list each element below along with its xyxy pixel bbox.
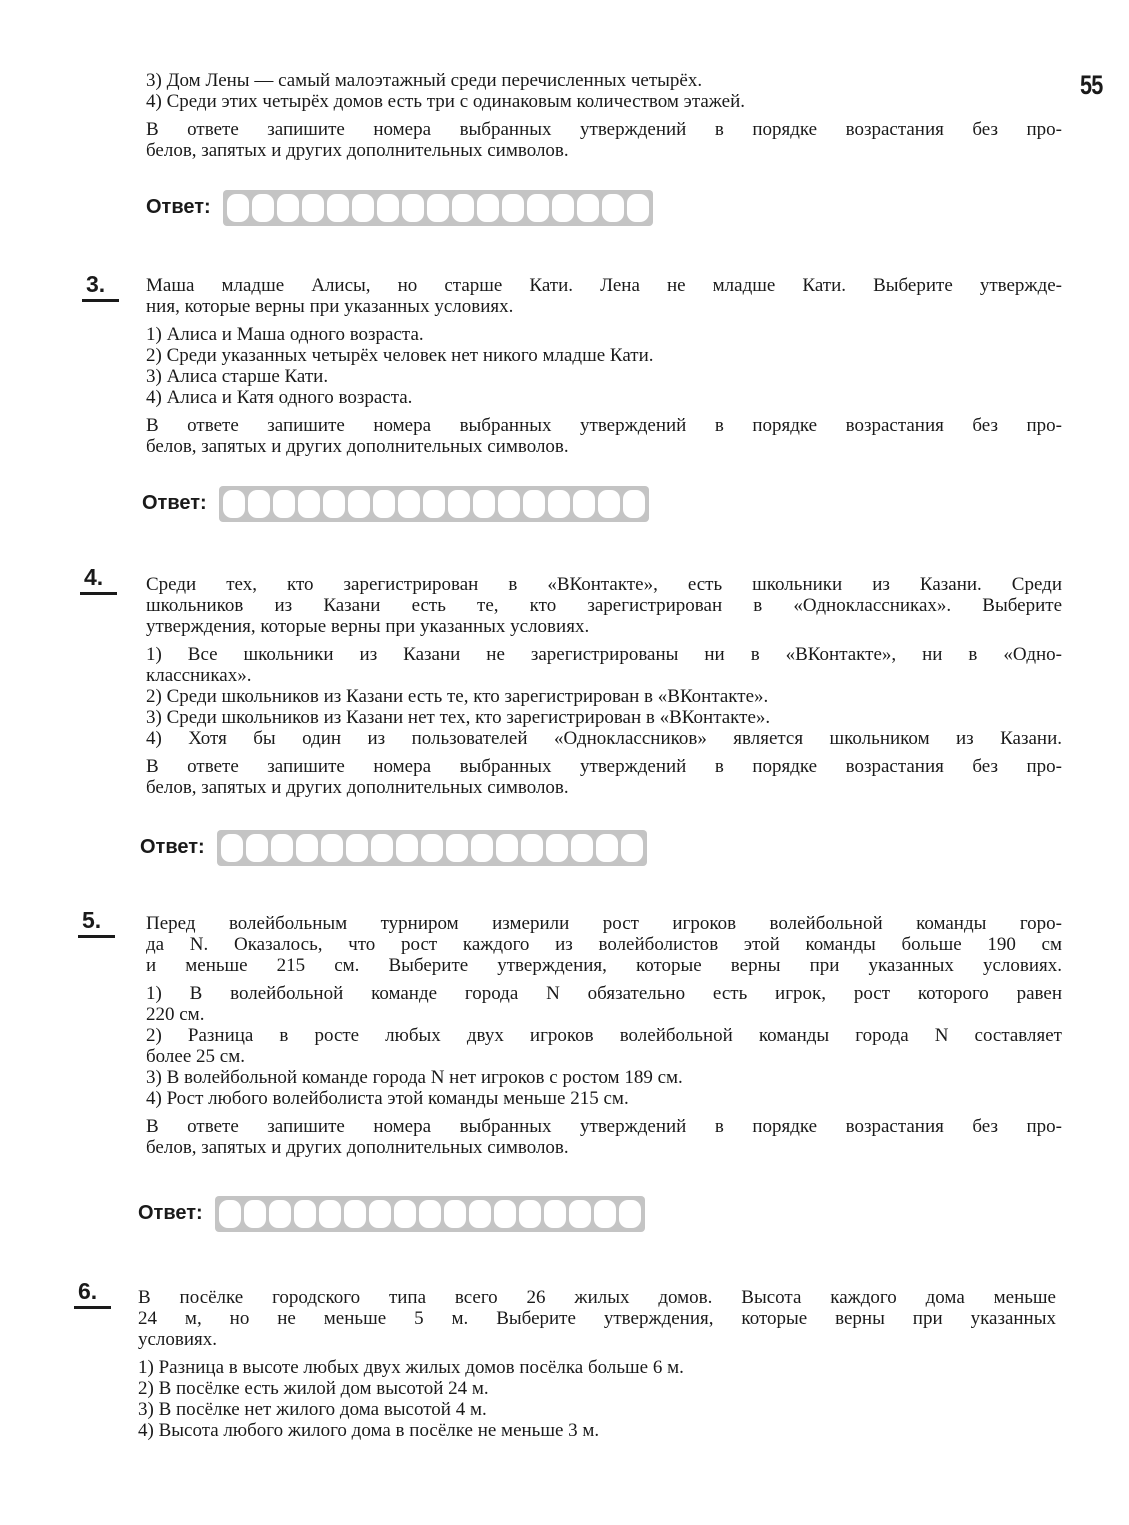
answer-cell[interactable] xyxy=(621,834,643,862)
answer-cell[interactable] xyxy=(446,834,468,862)
answer-label: Ответ: xyxy=(142,492,207,514)
answer-row xyxy=(138,1196,645,1224)
answer-cell[interactable] xyxy=(473,490,495,518)
answer-cell[interactable] xyxy=(348,490,370,518)
instruction-line: В ответе запишите номера выбранных утверждений в порядке возрастания без про- xyxy=(146,756,1062,777)
answer-cell[interactable] xyxy=(252,194,274,222)
condition-line: утверждения, которые верны при указанных условиях. xyxy=(146,616,590,637)
condition-line: да N. Оказалось, что рост каждого из волейболистов этой команды больше 190 см xyxy=(146,934,1062,955)
answer-cell[interactable] xyxy=(498,490,520,518)
option: 1) Разница в высоте любых двух жилых домов посёлка больше 6 м. xyxy=(138,1357,684,1378)
answer-cell[interactable] xyxy=(277,194,299,222)
answer-cell[interactable] xyxy=(523,490,545,518)
answer-cell[interactable] xyxy=(619,1200,641,1228)
answer-cell[interactable] xyxy=(469,1200,491,1228)
answer-cell[interactable] xyxy=(394,1200,416,1228)
answer-cell[interactable] xyxy=(494,1200,516,1228)
statement: 4) Среди этих четырёх домов есть три с одинаковым количеством этажей. xyxy=(146,91,746,112)
instruction-line: В ответе запишите номера выбранных утверждений в порядке возрастания без про- xyxy=(146,1116,1062,1137)
answer-cell[interactable] xyxy=(302,194,324,222)
option: 4) Высота любого жилого дома в посёлке не меньше 3 м. xyxy=(138,1420,600,1441)
answer-cell[interactable] xyxy=(327,194,349,222)
answer-cell[interactable] xyxy=(246,834,268,862)
answer-cell[interactable] xyxy=(273,490,295,518)
option: 2) В посёлке есть жилой дом высотой 24 м. xyxy=(138,1378,489,1399)
answer-cell[interactable] xyxy=(546,834,568,862)
option: 2) Разница в росте любых двух игроков волейбольной команды города N составляет xyxy=(146,1025,1062,1046)
task-number: 4. xyxy=(84,564,104,590)
option: более 25 см. xyxy=(146,1046,245,1067)
answer-cell[interactable] xyxy=(471,834,493,862)
answer-cell[interactable] xyxy=(598,490,620,518)
instruction-line: В ответе запишите номера выбранных утверждений в порядке возрастания без про- xyxy=(146,119,1062,140)
answer-cell[interactable] xyxy=(298,490,320,518)
option: 3) В посёлке нет жилого дома высотой 4 м. xyxy=(138,1399,487,1420)
answer-cell[interactable] xyxy=(577,194,599,222)
option: классниках». xyxy=(146,665,252,686)
task-number: 6. xyxy=(78,1278,98,1304)
answer-cell[interactable] xyxy=(573,490,595,518)
page-number: 55 xyxy=(1080,70,1103,100)
statement: 3) Дом Лены — самый малоэтажный среди перечисленных четырёх. xyxy=(146,70,703,91)
answer-cell[interactable] xyxy=(544,1200,566,1228)
answer-cell[interactable] xyxy=(421,834,443,862)
answer-cell[interactable] xyxy=(552,194,574,222)
answer-cell[interactable] xyxy=(248,490,270,518)
answer-label: Ответ: xyxy=(140,836,205,858)
answer-cell[interactable] xyxy=(569,1200,591,1228)
answer-cell[interactable] xyxy=(352,194,374,222)
answer-cell[interactable] xyxy=(319,1200,341,1228)
answer-cell[interactable] xyxy=(296,834,318,862)
condition-line: 24 м, но не меньше 5 м. Выберите утверждения, которые верны при указанных xyxy=(138,1308,1056,1329)
answer-cell[interactable] xyxy=(271,834,293,862)
answer-cell[interactable] xyxy=(294,1200,316,1228)
answer-cell[interactable] xyxy=(269,1200,291,1228)
condition-line: и меньше 215 см. Выберите утверждения, которые верны при указанных условиях. xyxy=(146,955,1062,976)
answer-cell[interactable] xyxy=(344,1200,366,1228)
answer-cell[interactable] xyxy=(519,1200,541,1228)
answer-cell[interactable] xyxy=(502,194,524,222)
option: 220 см. xyxy=(146,1004,205,1025)
answer-cell[interactable] xyxy=(521,834,543,862)
answer-cell[interactable] xyxy=(423,490,445,518)
answer-cell[interactable] xyxy=(452,194,474,222)
answer-cell[interactable] xyxy=(427,194,449,222)
answer-grid[interactable] xyxy=(223,190,653,226)
option: 4) Хотя бы один из пользователей «Одноклассников» является школьником из Казани. xyxy=(146,728,1062,749)
option: 1) В волейбольной команде города N обязательно есть игрок, рост которого равен xyxy=(146,983,1062,1004)
answer-cell[interactable] xyxy=(527,194,549,222)
answer-cell[interactable] xyxy=(377,194,399,222)
option: 3) Алиса старше Кати. xyxy=(146,366,329,387)
option: 4) Рост любого волейболиста этой команды меньше 215 см. xyxy=(146,1088,629,1109)
answer-cell[interactable] xyxy=(398,490,420,518)
option: 4) Алиса и Катя одного возраста. xyxy=(146,387,413,408)
answer-cell[interactable] xyxy=(223,490,245,518)
answer-grid[interactable] xyxy=(217,830,647,866)
instruction-line: белов, запятых и других дополнительных символов. xyxy=(146,777,569,798)
condition-line: В посёлке городского типа всего 26 жилых домов. Высота каждого дома меньше xyxy=(138,1287,1056,1308)
instruction-line: В ответе запишите номера выбранных утверждений в порядке возрастания без про- xyxy=(146,415,1062,436)
answer-cell[interactable] xyxy=(419,1200,441,1228)
task-3 xyxy=(146,275,1062,457)
condition-line: ния, которые верны при указанных условиях. xyxy=(146,296,514,317)
answer-cell[interactable] xyxy=(369,1200,391,1228)
intro-block xyxy=(146,70,1062,161)
instruction-line: белов, запятых и других дополнительных символов. xyxy=(146,140,569,161)
answer-cell[interactable] xyxy=(346,834,368,862)
answer-cell[interactable] xyxy=(219,1200,241,1228)
answer-label: Ответ: xyxy=(146,196,211,218)
option: 3) Среди школьников из Казани нет тех, кто зарегистрирован в «ВКонтакте». xyxy=(146,707,771,728)
task-number: 5. xyxy=(82,907,102,933)
answer-cell[interactable] xyxy=(323,490,345,518)
instruction-line: белов, запятых и других дополнительных символов. xyxy=(146,1137,569,1158)
answer-label: Ответ: xyxy=(138,1202,203,1224)
answer-row xyxy=(140,830,647,858)
answer-cell[interactable] xyxy=(496,834,518,862)
condition-line: Среди тех, кто зарегистрирован в «ВКонтакте», есть школьники из Казани. Среди xyxy=(146,574,1062,595)
answer-cell[interactable] xyxy=(596,834,618,862)
task-6 xyxy=(138,1287,1056,1441)
answer-cell[interactable] xyxy=(402,194,424,222)
option: 2) Среди указанных четырёх человек нет никого младше Кати. xyxy=(146,345,654,366)
answer-cell[interactable] xyxy=(371,834,393,862)
answer-cell[interactable] xyxy=(477,194,499,222)
answer-cell[interactable] xyxy=(373,490,395,518)
answer-cell[interactable] xyxy=(602,194,624,222)
answer-cell[interactable] xyxy=(221,834,243,862)
answer-cell[interactable] xyxy=(594,1200,616,1228)
option: 1) Все школьники из Казани не зарегистрированы ни в «ВКонтакте», ни в «Одно- xyxy=(146,644,1062,665)
answer-cell[interactable] xyxy=(396,834,418,862)
answer-cell[interactable] xyxy=(444,1200,466,1228)
answer-cell[interactable] xyxy=(227,194,249,222)
task-number: 3. xyxy=(86,271,106,297)
answer-grid[interactable] xyxy=(215,1196,645,1232)
answer-cell[interactable] xyxy=(244,1200,266,1228)
task-5 xyxy=(146,913,1062,1158)
condition-line: Перед волейбольным турниром измерили рост игроков волейбольной команды горо- xyxy=(146,913,1062,934)
task-4 xyxy=(146,574,1062,798)
option: 2) Среди школьников из Казани есть те, кто зарегистрирован в «ВКонтакте». xyxy=(146,686,769,707)
option: 1) Алиса и Маша одного возраста. xyxy=(146,324,424,345)
answer-cell[interactable] xyxy=(571,834,593,862)
instruction-line: белов, запятых и других дополнительных символов. xyxy=(146,436,569,457)
answer-row xyxy=(142,486,649,514)
answer-cell[interactable] xyxy=(448,490,470,518)
option: 3) В волейбольной команде города N нет игроков с ростом 189 см. xyxy=(146,1067,683,1088)
answer-row xyxy=(146,190,653,218)
condition-line: Маша младше Алисы, но старше Кати. Лена не младше Кати. Выберите утвержде- xyxy=(146,275,1062,296)
answer-cell[interactable] xyxy=(623,490,645,518)
answer-cell[interactable] xyxy=(321,834,343,862)
answer-grid[interactable] xyxy=(219,486,649,522)
answer-cell[interactable] xyxy=(627,194,649,222)
condition-line: школьников из Казани есть те, кто зарегистрирован в «Одноклассниках». Выберите xyxy=(146,595,1062,616)
answer-cell[interactable] xyxy=(548,490,570,518)
condition-line: условиях. xyxy=(138,1329,218,1350)
